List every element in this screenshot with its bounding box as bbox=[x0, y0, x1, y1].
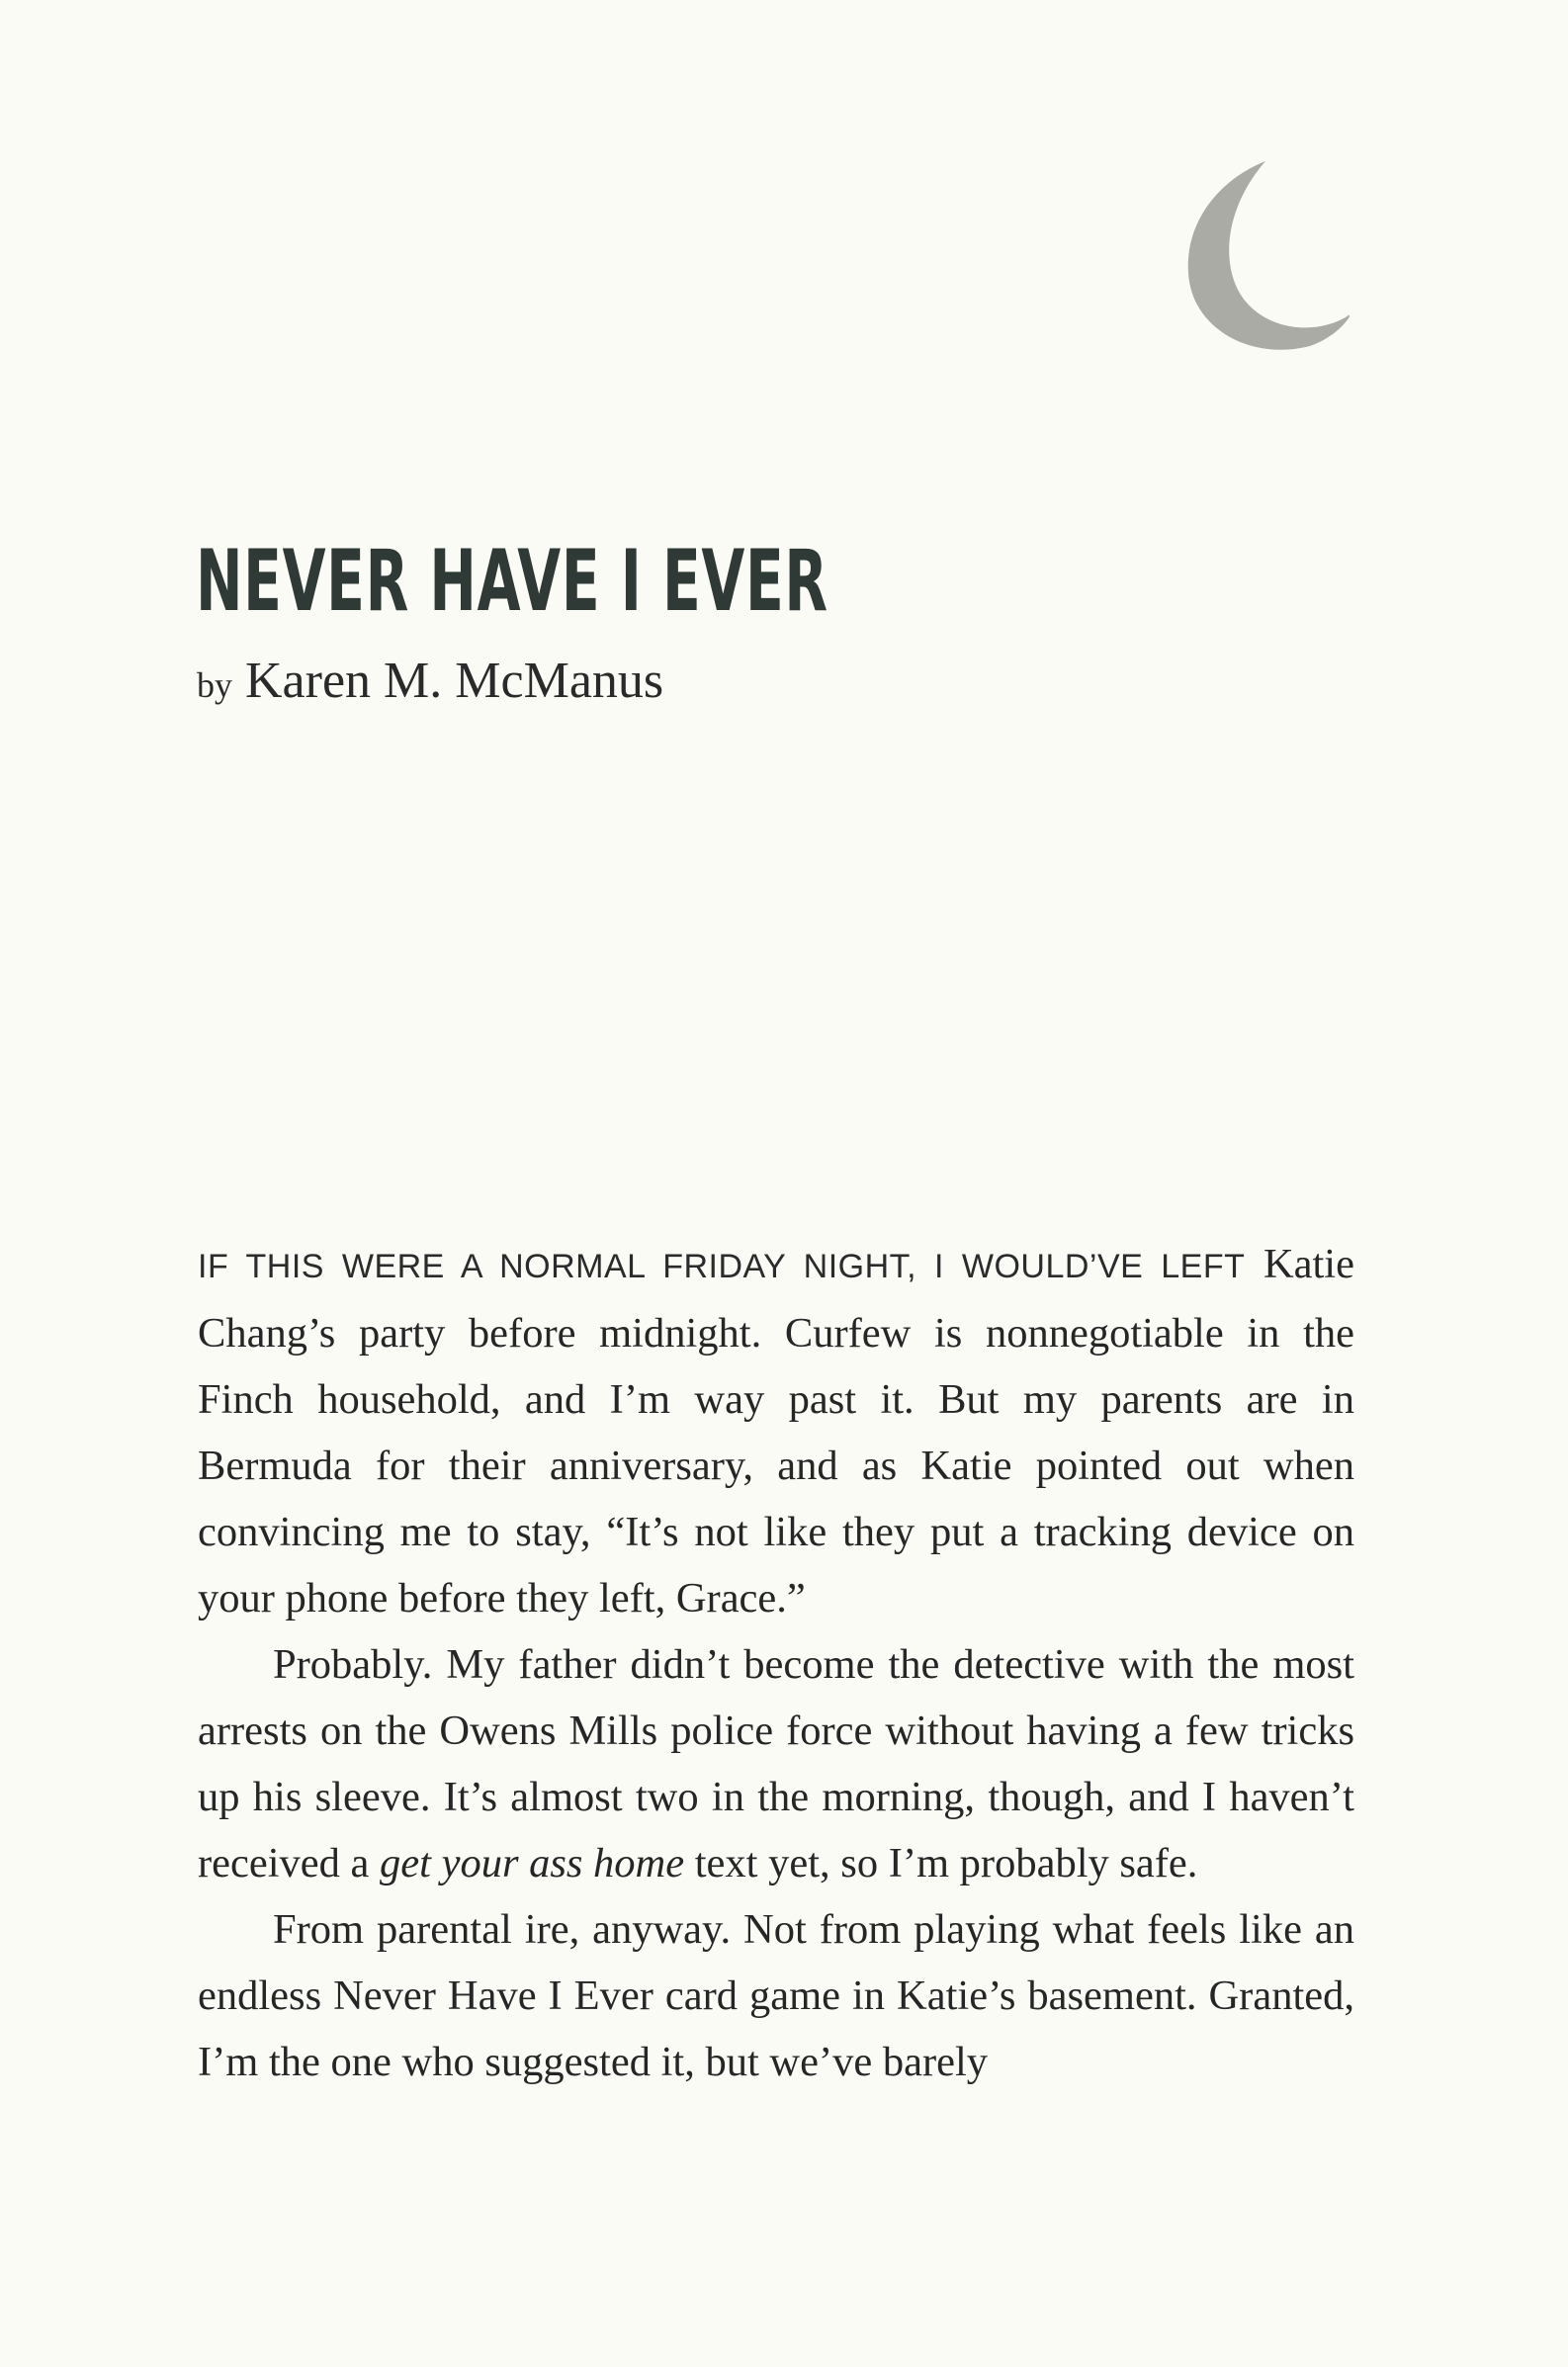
byline-prefix: by bbox=[197, 665, 232, 705]
chapter-body bbox=[198, 1231, 1354, 2095]
paragraph-1-text: Katie Chang’s party before midnight. Curfew is nonnegotiable in the Finch household, and I’m way past it. But my parents are in Bermuda for their anniversary, and as Katie pointed out when convincing me to stay, “It’s not like they put a tracking device on your phone before they left, Grace.” bbox=[198, 1241, 1354, 1622]
crescent-moon-shape bbox=[1188, 161, 1350, 350]
byline bbox=[197, 653, 663, 709]
chapter-title: NEVER HAVE I EVER bbox=[196, 532, 828, 631]
paragraph-2 bbox=[198, 1631, 1354, 1896]
paragraph-2-text-b: text yet, so I’m probably safe. bbox=[684, 1840, 1198, 1886]
paragraph-2-text-a: Probably. My father didn’t become the detective with the most arrests on the Owens Mills police force without having a few tricks up his sleeve. It’s almost two in the morning, though, and I haven’t received a bbox=[198, 1641, 1354, 1886]
author-name: Karen M. McManus bbox=[245, 653, 664, 709]
opening-small-caps: IF THIS WERE A NORMAL FRIDAY NIGHT, I WOULD’VE LEFT bbox=[198, 1248, 1246, 1285]
paragraph-2-italic: get your ass home bbox=[380, 1840, 685, 1886]
crescent-moon-icon bbox=[1172, 153, 1350, 361]
paragraph-3: From parental ire, anyway. Not from playing what feels like an endless Never Have I Ever card game in Katie’s basement. Granted, I’m the one who suggested it, but we’ve barely bbox=[198, 1906, 1354, 2085]
paragraph-1 bbox=[198, 1231, 1354, 1631]
